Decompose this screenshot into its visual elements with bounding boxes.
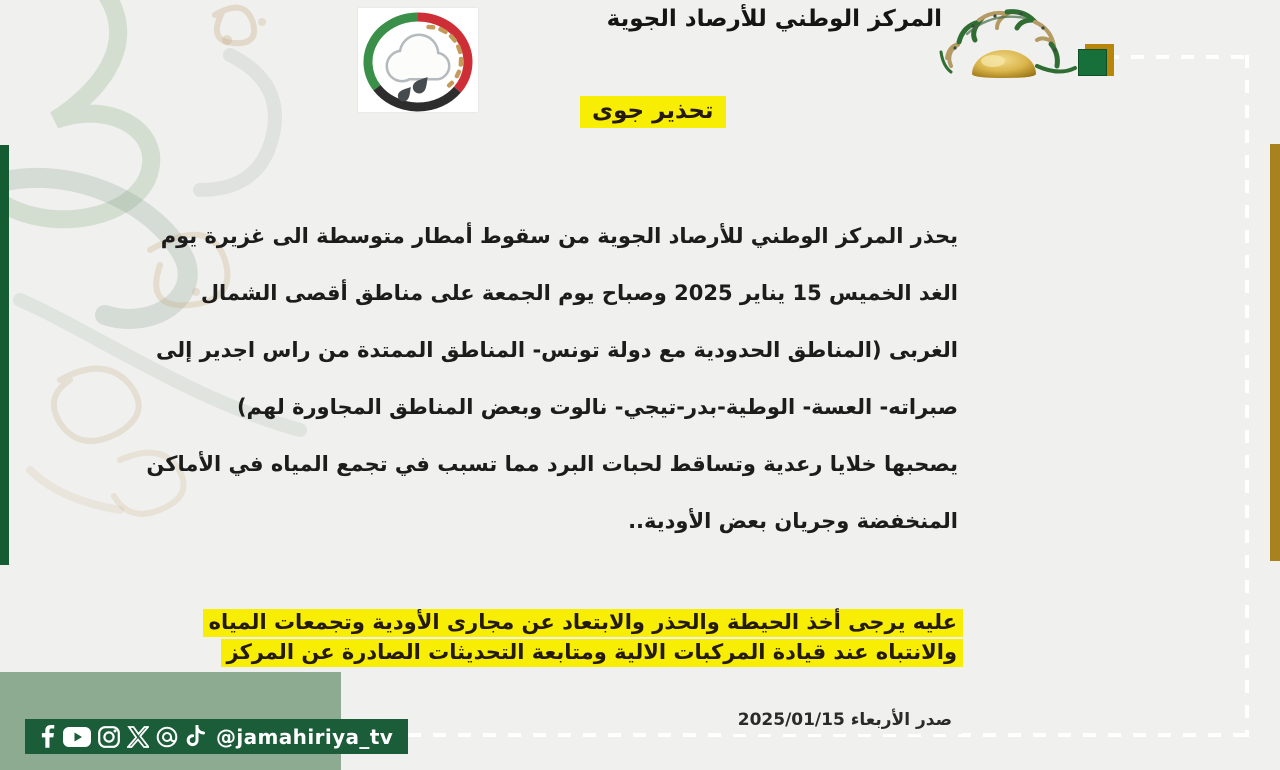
issued-date-value: 2025/01/15 xyxy=(737,710,845,730)
met-center-logo-icon xyxy=(358,8,478,112)
right-gold-bar xyxy=(1270,144,1280,561)
golden-dome-icon xyxy=(972,50,1036,78)
cloud-icon xyxy=(388,36,448,80)
body-line: يحذر المركز الوطني للأرصاد الجوية من سقوط أمطار متوسطة الى غزيرة يوم xyxy=(160,224,958,248)
dashed-border-top xyxy=(1106,55,1248,59)
advisory-line: والانتباه عند قيادة المركبات الالية ومتابعة التحديثات الصادرة عن المركز xyxy=(221,639,963,667)
green-flag-icon xyxy=(1078,42,1116,80)
body-line: الغربى (المناطق الحدودية مع دولة تونس- المناطق الممتدة من راس اجدير إلى xyxy=(156,338,958,362)
x-icon xyxy=(127,726,149,748)
social-bar xyxy=(25,719,408,754)
warning-body xyxy=(146,208,958,550)
left-green-bar xyxy=(0,145,9,565)
facebook-icon xyxy=(40,725,56,749)
dashed-border-right xyxy=(1245,55,1249,737)
advisory-line: عليه يرجى أخذ الحيطة والحذر والابتعاد عن مجارى الأودية وتجمعات المياه xyxy=(203,609,963,637)
warning-badge: تحذير جوى xyxy=(580,96,726,128)
body-line: المنخفضة وجريان بعض الأودية.. xyxy=(628,509,958,533)
tiktok-icon xyxy=(185,725,205,749)
youtube-icon xyxy=(63,727,91,747)
issued-date xyxy=(728,706,962,734)
jamahiriya-tv-logo xyxy=(933,4,1081,88)
body-line: صبراته- العسة- الوطية-بدر-تيجي- نالوت وبعض المناطق المجاورة لهم) xyxy=(236,395,958,419)
flag-green-face xyxy=(1078,49,1107,76)
social-handle: @jamahiriya_tv xyxy=(216,724,394,749)
threads-icon xyxy=(156,726,178,748)
body-line: الغد الخميس 15 يناير 2025 وصباح يوم الجمعة على مناطق أقصى الشمال xyxy=(200,281,958,305)
body-line: يصحبها خلايا رعدية وتساقط لحبات البرد مما تسبب في تجمع المياه في الأماكن xyxy=(146,452,958,476)
issued-label: صدر الأربعاء xyxy=(850,710,952,730)
met-center-logo xyxy=(358,8,478,112)
advisory-highlight xyxy=(203,608,963,668)
instagram-icon xyxy=(98,726,120,748)
page-title: المركز الوطني للأرصاد الجوية xyxy=(606,6,942,32)
